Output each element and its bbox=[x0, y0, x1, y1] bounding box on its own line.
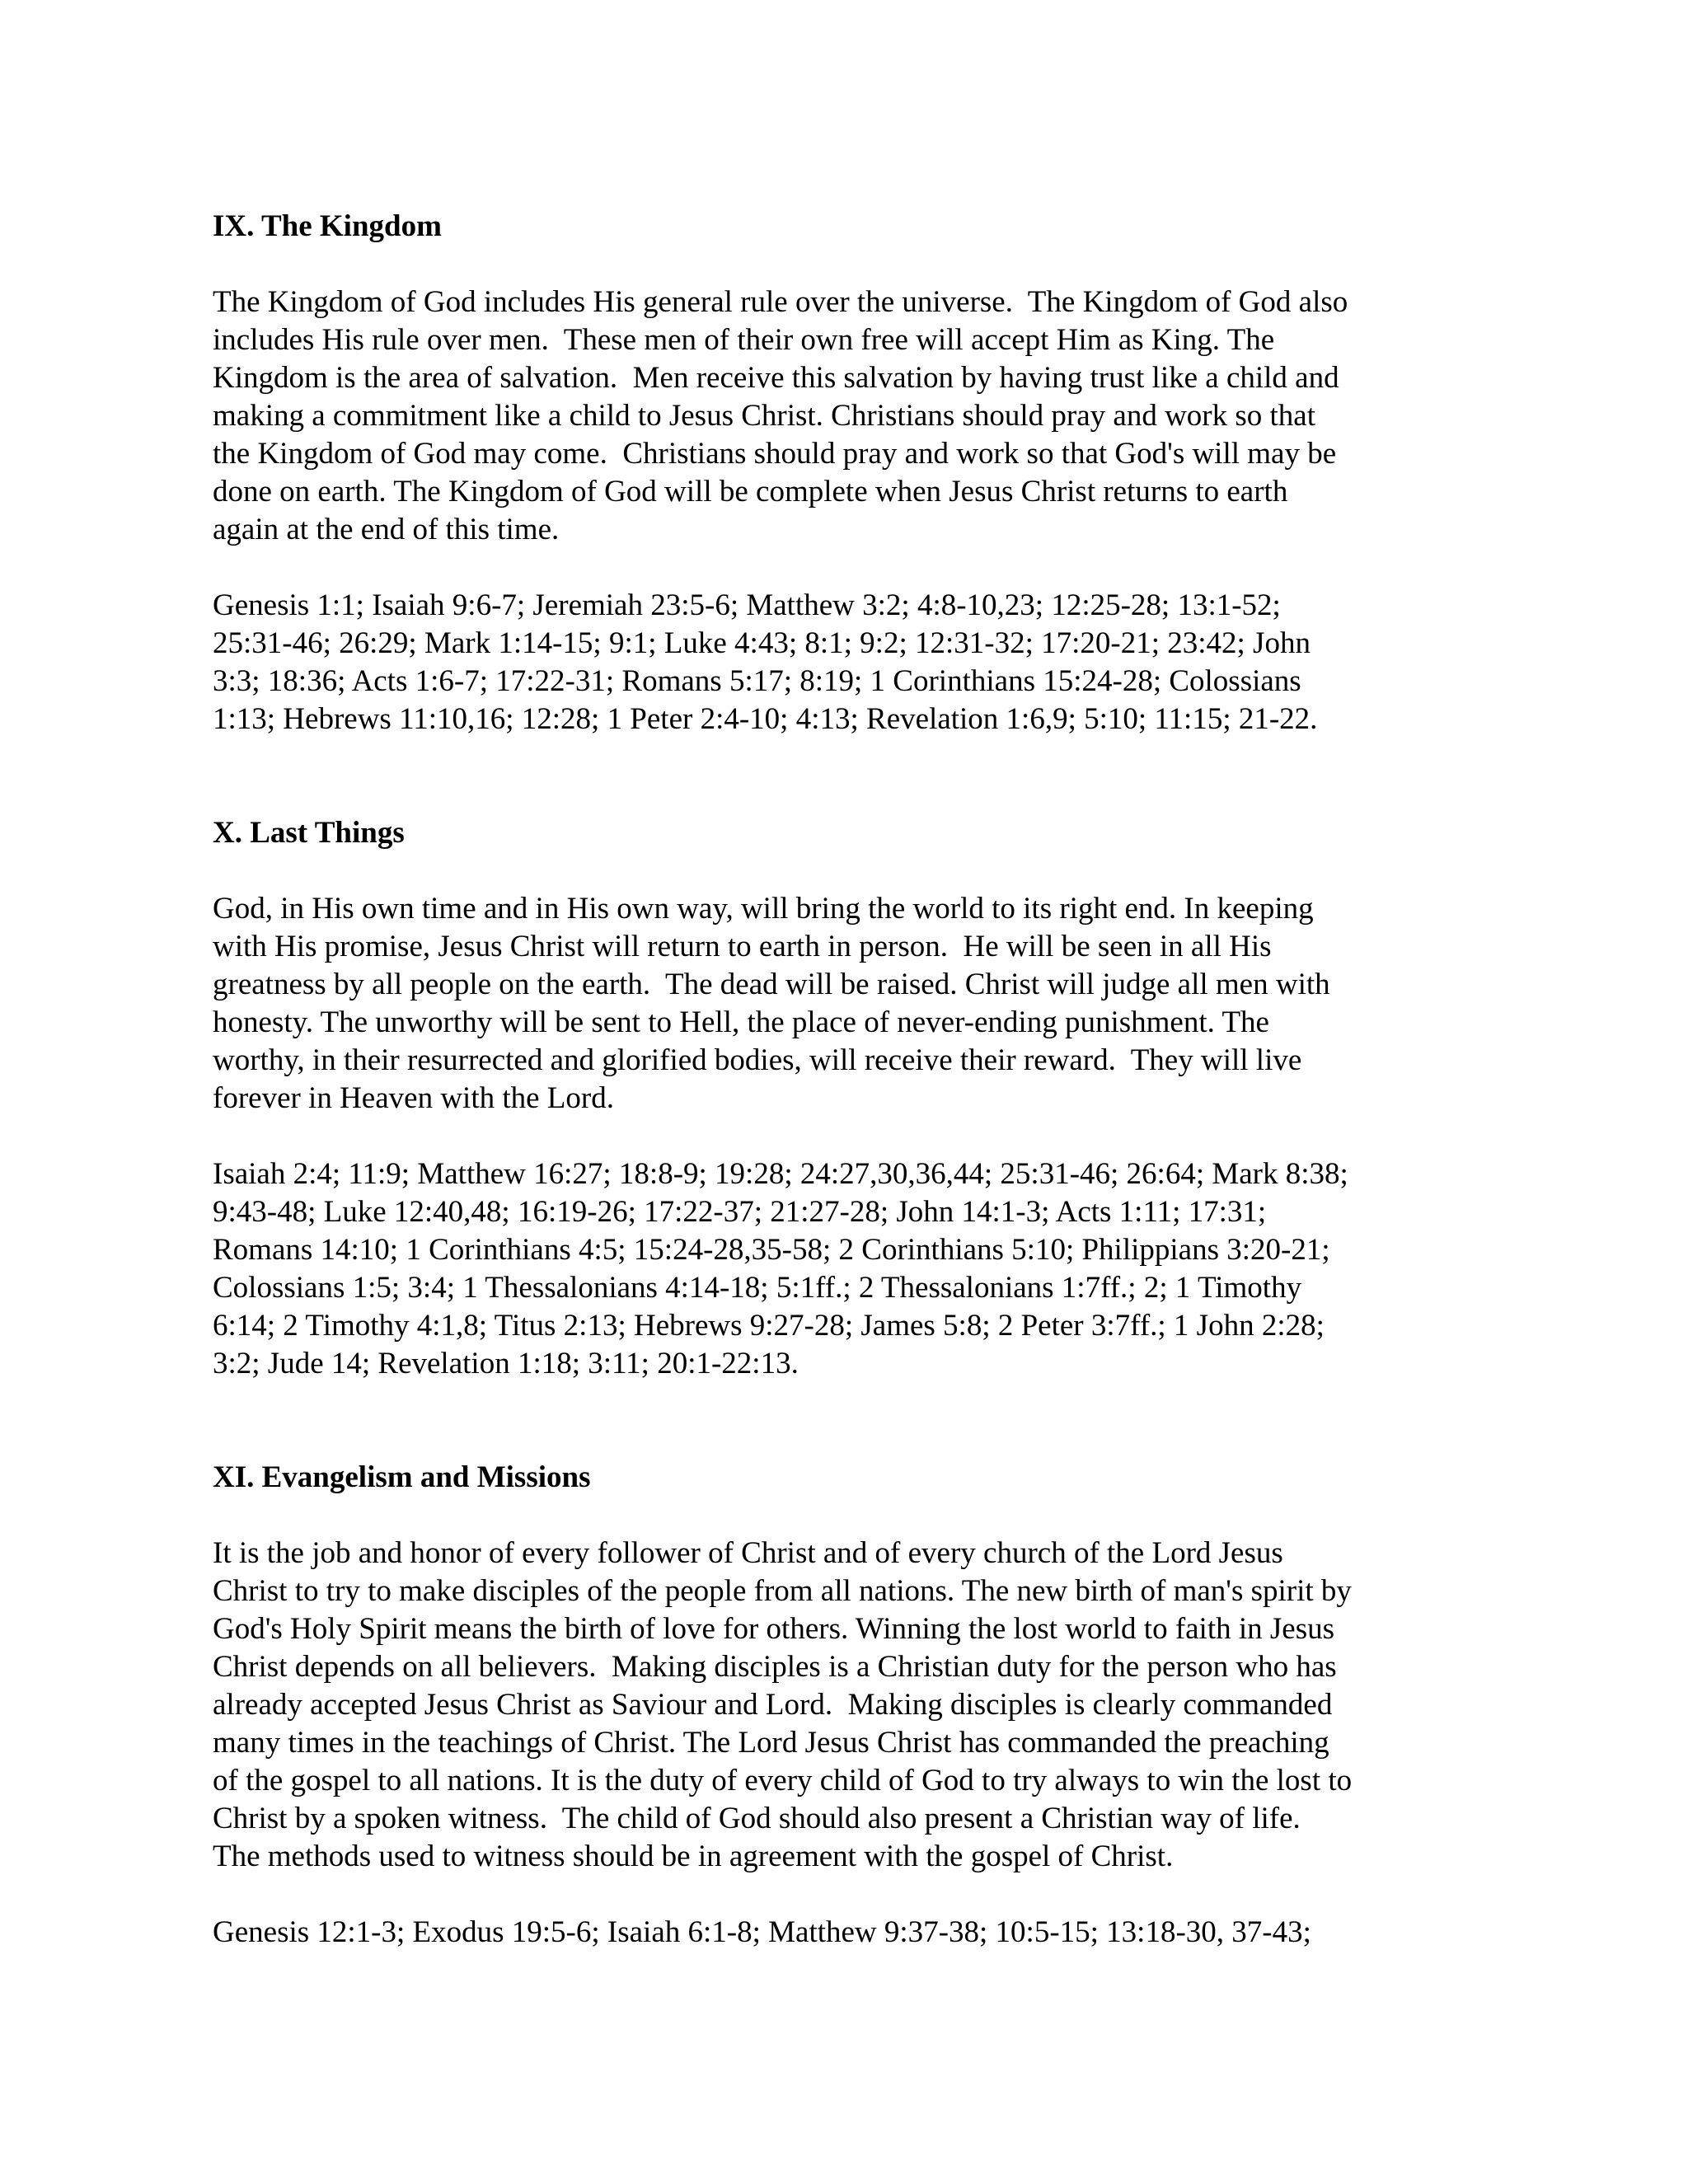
scripture-reference-line: 25:31-46; 26:29; Mark 1:14-15; 9:1; Luke 4:43; 8:1; 9:2; 12:31-32; 17:20-21; 23:42; John bbox=[213, 626, 1311, 660]
scripture-reference-line: 9:43-48; Luke 12:40,48; 16:19-26; 17:22-37; 21:27-28; John 14:1-3; Acts 1:11; 17:31; bbox=[213, 1195, 1267, 1229]
scripture-reference-line: 3:2; Jude 14; Revelation 1:18; 3:11; 20:1-22:13. bbox=[213, 1347, 799, 1380]
body-line: Christ to try to make disciples of the people from all nations. The new birth of man's spirit by bbox=[213, 1574, 1352, 1608]
scripture-reference-line: Romans 14:10; 1 Corinthians 4:5; 15:24-28,35-58; 2 Corinthians 5:10; Philippians 3:20-21; bbox=[213, 1233, 1330, 1267]
scripture-reference-line: 6:14; 2 Timothy 4:1,8; Titus 2:13; Hebrews 9:27-28; James 5:8; 2 Peter 3:7ff.; 1 John 2:28; bbox=[213, 1309, 1325, 1343]
body-line: many times in the teachings of Christ. The Lord Jesus Christ has commanded the preaching bbox=[213, 1726, 1329, 1760]
body-line: Christ depends on all believers. Making disciples is a Christian duty for the person who has bbox=[213, 1650, 1337, 1684]
body-line: already accepted Jesus Christ as Saviour and Lord. Making disciples is clearly commanded bbox=[213, 1688, 1333, 1722]
body-line: the Kingdom of God may come. Christians should pray and work so that God's will may be bbox=[213, 437, 1337, 471]
scripture-reference-line: Isaiah 2:4; 11:9; Matthew 16:27; 18:8-9; 19:28; 24:27,30,36,44; 25:31-46; 26:64; Mark 8:38; bbox=[213, 1157, 1348, 1191]
body-line: includes His rule over men. These men of their own free will accept Him as King. The bbox=[213, 323, 1275, 357]
body-line: It is the job and honor of every follower of Christ and of every church of the Lord Jesus bbox=[213, 1536, 1283, 1570]
body-line: greatness by all people on the earth. The dead will be raised. Christ will judge all men with bbox=[213, 968, 1330, 1001]
body-line: again at the end of this time. bbox=[213, 513, 560, 546]
body-line: done on earth. The Kingdom of God will be complete when Jesus Christ returns to earth bbox=[213, 475, 1288, 509]
scripture-reference-line: Genesis 12:1-3; Exodus 19:5-6; Isaiah 6:1-8; Matthew 9:37-38; 10:5-15; 13:18-30, 37-43; bbox=[213, 1915, 1311, 1949]
body-line: God's Holy Spirit means the birth of love for others. Winning the lost world to faith in Jesus bbox=[213, 1612, 1335, 1646]
body-line: The Kingdom of God includes His general rule over the universe. The Kingdom of God also bbox=[213, 285, 1348, 319]
body-line: Kingdom is the area of salvation. Men receive this salvation by having trust like a child and bbox=[213, 361, 1339, 395]
body-line: Christ by a spoken witness. The child of God should also present a Christian way of life. bbox=[213, 1802, 1301, 1835]
body-line: The methods used to witness should be in agreement with the gospel of Christ. bbox=[213, 1840, 1174, 1873]
section-heading: IX. The Kingdom bbox=[213, 209, 442, 243]
body-line: of the gospel to all nations. It is the duty of every child of God to try always to win the lost to bbox=[213, 1764, 1353, 1797]
body-line: worthy, in their resurrected and glorified bodies, will receive their reward. They will live bbox=[213, 1043, 1302, 1077]
scripture-reference-line: Genesis 1:1; Isaiah 9:6-7; Jeremiah 23:5-6; Matthew 3:2; 4:8-10,23; 12:25-28; 13:1-52; bbox=[213, 588, 1281, 622]
section-heading: XI. Evangelism and Missions bbox=[213, 1460, 591, 1494]
section-heading: X. Last Things bbox=[213, 816, 405, 850]
body-line: forever in Heaven with the Lord. bbox=[213, 1081, 614, 1115]
scripture-reference-line: Colossians 1:5; 3:4; 1 Thessalonians 4:14-18; 5:1ff.; 2 Thessalonians 1:7ff.; 2; 1 Timothy bbox=[213, 1271, 1302, 1305]
body-line: making a commitment like a child to Jesus Christ. Christians should pray and work so that bbox=[213, 399, 1315, 433]
body-line: honesty. The unworthy will be sent to Hell, the place of never-ending punishment. The bbox=[213, 1005, 1269, 1039]
body-line: God, in His own time and in His own way, will bring the world to its right end. In keeping bbox=[213, 892, 1314, 926]
body-line: with His promise, Jesus Christ will return to earth in person. He will be seen in all His bbox=[213, 930, 1272, 963]
scripture-reference-line: 1:13; Hebrews 11:10,16; 12:28; 1 Peter 2:4-10; 4:13; Revelation 1:6,9; 5:10; 11:15; 21-22. bbox=[213, 702, 1318, 736]
scripture-reference-line: 3:3; 18:36; Acts 1:6-7; 17:22-31; Romans 5:17; 8:19; 1 Corinthians 15:24-28; Colossians bbox=[213, 664, 1301, 698]
